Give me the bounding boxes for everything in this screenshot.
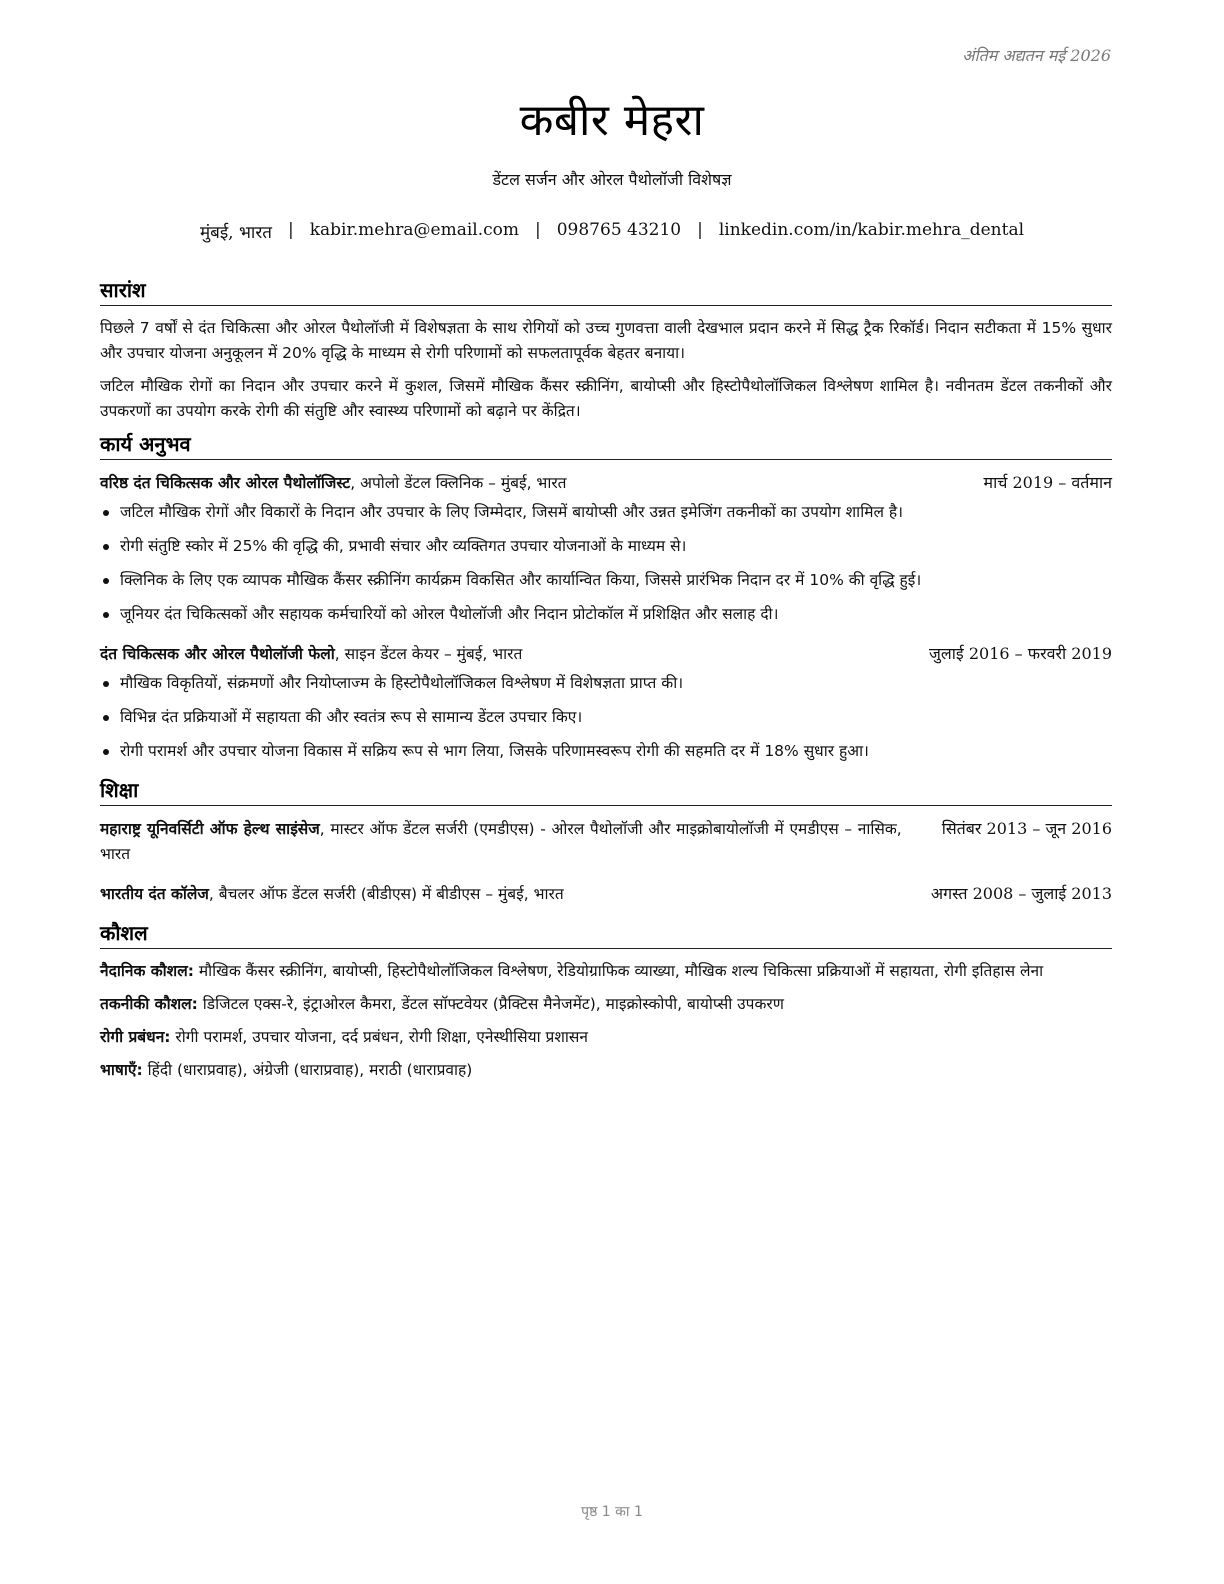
job-header <box>100 470 1112 496</box>
contact-separator: | <box>287 220 294 240</box>
summary-heading: सारांश <box>100 278 1112 306</box>
bullet-text: मौखिक विकृतियों, संक्रमणों और नियोप्लाज्म के हिस्टोपैथोलॉजिकल विश्लेषण में विशेषज्ञता प्राप्त की। <box>120 674 684 692</box>
education-line <box>100 882 891 907</box>
job-dates: मार्च 2019 – वर्तमान <box>983 473 1112 492</box>
job-org: , साइन डेंटल केयर – मुंबई, भारत <box>334 645 523 663</box>
skill-value: डिजिटल एक्स-रे, इंट्राओरल कैमरा, डेंटल सॉफ्टवेयर (प्रैक्टिस मैनेजमेंट), माइक्रोस्कोपी, बायोप्सी उपकरण <box>197 995 784 1013</box>
contact-separator: | <box>697 220 703 240</box>
bullet-text: क्लिनिक के लिए एक व्यापक मौखिक कैंसर स्क्रीनिंग कार्यक्रम विकसित और कार्यान्वित किया, जिससे प्रारंभिक निदान दर में 10% की वृद्धि हुई। <box>120 571 922 589</box>
skill-label: तकनीकी कौशल: <box>100 995 198 1013</box>
last-updated: अंतिम अद्यतन मई 2026 <box>962 46 1111 65</box>
skill-value: हिंदी (धाराप्रवाह), अंग्रेजी (धाराप्रवाह), मराठी (धाराप्रवाह) <box>142 1061 473 1079</box>
bullet-dot-icon <box>103 544 109 550</box>
education-entry <box>100 816 1112 867</box>
skills-heading: कौशल <box>100 921 1112 949</box>
skill-line <box>100 959 1112 984</box>
skill-value: मौखिक कैंसर स्क्रीनिंग, बायोप्सी, हिस्टोपैथोलॉजिकल विश्लेषण, रेडियोग्राफिक व्याख्या, मौखिक शल्य चिकित्सा प्रक्रियाओं में सहायता, रोगी इतिहास लेना <box>193 962 1044 980</box>
contact-email[interactable]: kabir.mehra@email.com <box>309 220 519 240</box>
bullet-dot-icon <box>103 715 109 721</box>
summary-paragraph: जटिल मौखिक रोगों का निदान और उपचार करने में कुशल, जिसमें मौखिक कैंसर स्क्रीनिंग, बायोप्सी और हिस्टोपैथोलॉजिकल विश्लेषण शामिल है। नवीनतम डेंटल तकनीकों और उपकरणों का उपयोग करके रोगी की संतुष्टि और स्वास्थ्य परिणामों को बढ़ाने पर केंद्रित। <box>100 377 1112 420</box>
education-dates: सितंबर 2013 – जून 2016 <box>941 819 1112 838</box>
contact-linkedin[interactable]: linkedin.com/in/kabir.mehra_dental <box>718 220 1025 240</box>
education-dates: अगस्त 2008 – जुलाई 2013 <box>930 884 1112 903</box>
job-title-line <box>100 642 889 667</box>
job-header <box>100 641 1112 667</box>
list-item <box>100 534 1112 559</box>
skill-line <box>100 1025 1112 1050</box>
summary-paragraph: पिछले 7 वर्षों से दंत चिकित्सा और ओरल पैथोलॉजी में विशेषज्ञता के साथ रोगियों को उच्च गुणवत्ता वाली देखभाल प्रदान करने में सिद्ध ट्रैक रिकॉर्ड। निदान सटीकता में 15% सुधार और उपचार योजना अनुकूलन में 20% वृद्धि के माध्यम से रोगी परिणामों को सफलतापूर्वक बेहतर बनाया। <box>100 319 1112 362</box>
job-role: वरिष्ठ दंत चिकित्सक और ओरल पैथोलॉजिस्ट <box>100 474 351 492</box>
education-heading: शिक्षा <box>100 778 1112 806</box>
list-item <box>100 671 1112 696</box>
page-number: पृष्ठ 1 का 1 <box>581 1504 643 1520</box>
candidate-name: कबीर मेहरा <box>519 95 705 146</box>
education-line <box>100 817 902 867</box>
bullet-dot-icon <box>103 681 109 687</box>
skill-label: नैदानिक कौशल: <box>100 962 194 980</box>
education-entry <box>100 881 1112 907</box>
job-bullets <box>100 500 1112 627</box>
bullet-dot-icon <box>103 510 109 516</box>
education-detail: , मास्टर ऑफ डेंटल सर्जरी (एमडीएस) - ओरल पैथोलॉजी और माइक्रोबायोलॉजी में एमडीएस – नासिक, भारत <box>100 820 902 863</box>
list-item <box>100 500 1112 525</box>
headline: डेंटल सर्जन और ओरल पैथोलॉजी विशेषज्ञ <box>492 170 732 189</box>
bullet-text: विभिन्न दंत प्रक्रियाओं में सहायता की और स्वतंत्र रूप से सामान्य डेंटल उपचार किए। <box>120 708 583 726</box>
skill-value: रोगी परामर्श, उपचार योजना, दर्द प्रबंधन, रोगी शिक्षा, एनेस्थीसिया प्रशासन <box>170 1028 588 1046</box>
list-item <box>100 602 1112 627</box>
skill-line <box>100 1058 1112 1083</box>
bullet-text: जूनियर दंत चिकित्सकों और सहायक कर्मचारियों को ओरल पैथोलॉजी और निदान प्रोटोकॉल में प्रशिक्षित और सलाह दी। <box>120 605 779 623</box>
experience-heading: कार्य अनुभव <box>100 432 1112 460</box>
list-item <box>100 568 1112 593</box>
contact-separator: | <box>535 220 541 240</box>
education-institution: भारतीय दंत कॉलेज <box>100 885 209 903</box>
job-bullets <box>100 671 1112 764</box>
contact-phone: 098765 43210 <box>556 220 682 240</box>
contact-location: मुंबई, भारत <box>199 223 272 243</box>
list-item <box>100 705 1112 730</box>
education-detail: , बैचलर ऑफ डेंटल सर्जरी (बीडीएस) में बीडीएस – मुंबई, भारत <box>208 885 564 903</box>
job-org: , अपोलो डेंटल क्लिनिक – मुंबई, भारत <box>350 474 567 492</box>
bullet-dot-icon <box>103 578 109 584</box>
job-dates: जुलाई 2016 – फरवरी 2019 <box>929 644 1112 663</box>
skill-label: भाषाएँ: <box>100 1061 143 1079</box>
bullet-dot-icon <box>103 749 109 755</box>
contact-line <box>0 220 1224 243</box>
bullet-text: जटिल मौखिक रोगों और विकारों के निदान और उपचार के लिए जिम्मेदार, जिसमें बायोप्सी और उन्नत इमेजिंग तकनीकों का उपयोग शामिल है। <box>120 503 904 521</box>
education-institution: महाराष्ट्र यूनिवर्सिटी ऑफ हेल्थ साइंसेज <box>100 820 320 838</box>
bullet-dot-icon <box>103 612 109 618</box>
skill-line <box>100 992 1112 1017</box>
bullet-text: रोगी परामर्श और उपचार योजना विकास में सक्रिय रूप से भाग लिया, जिसके परिणामस्वरूप रोगी की सहमति दर में 18% सुधार हुआ। <box>120 742 869 760</box>
skill-label: रोगी प्रबंधन: <box>100 1028 171 1046</box>
job-title-line <box>100 471 944 496</box>
list-item <box>100 739 1112 764</box>
resume-content <box>100 270 1112 1091</box>
bullet-text: रोगी संतुष्टि स्कोर में 25% की वृद्धि की, प्रभावी संचार और व्यक्तिगत उपचार योजनाओं के माध्यम से। <box>120 537 687 555</box>
job-role: दंत चिकित्सक और ओरल पैथोलॉजी फेलो <box>100 645 335 663</box>
